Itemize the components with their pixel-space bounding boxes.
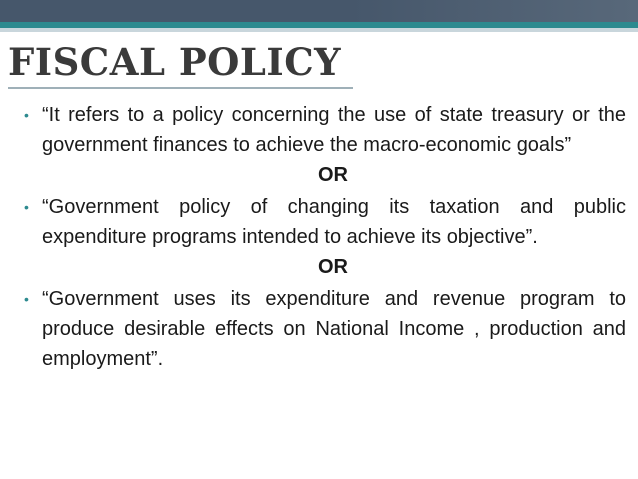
bullet-icon: • — [24, 107, 29, 123]
bullet-item-2 — [24, 192, 626, 252]
bullet-item-1 — [24, 100, 626, 160]
bullet-text: “Government uses its expenditure and revenue program to produce desirable effects on National Income , production and employment”. — [42, 288, 626, 370]
bullet-text: “It refers to a policy concerning the use of state treasury or the government finances to achieve the macro-economic goals” — [42, 104, 626, 156]
slide-body — [24, 100, 626, 374]
bullet-item-3 — [24, 284, 626, 374]
bullet-icon: • — [24, 291, 29, 307]
bullet-icon: • — [24, 199, 29, 215]
slide-title: FISCAL POLICY — [8, 40, 342, 84]
accent-bar-light — [0, 28, 638, 32]
top-bar-gradient — [0, 0, 638, 22]
title-underline — [8, 87, 353, 89]
bullet-text: “Government policy of changing its taxation and public expenditure programs intended to achieve its objective”. — [42, 196, 626, 248]
separator-or-2: OR — [318, 256, 348, 278]
separator-or-1: OR — [318, 164, 348, 186]
